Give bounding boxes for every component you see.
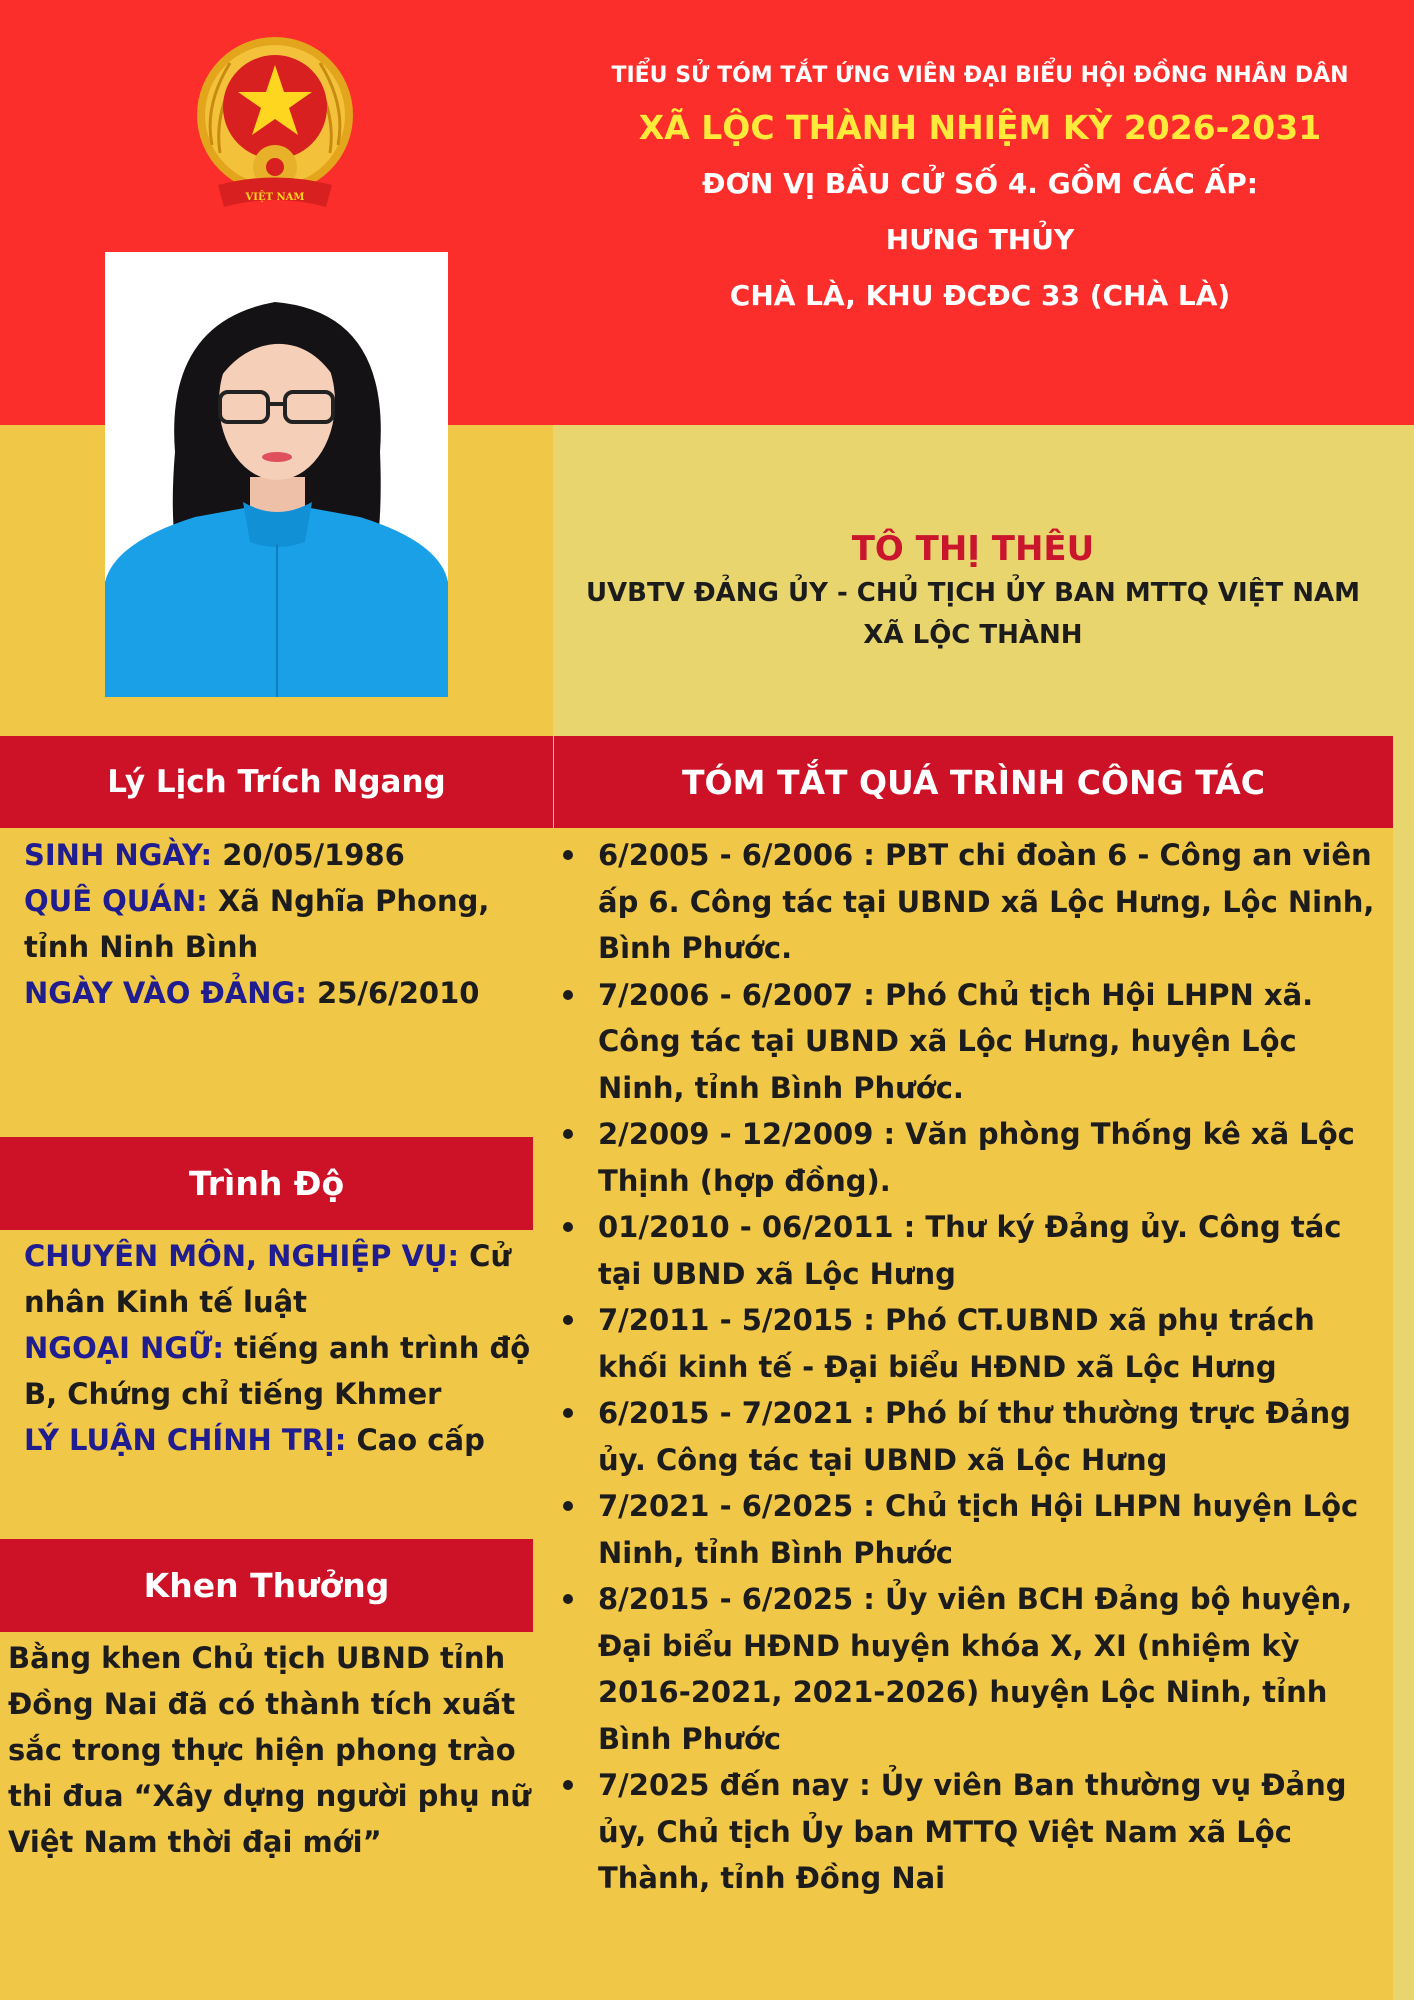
- bio-info: [8, 832, 538, 1016]
- right-edge-strip: [1393, 425, 1414, 2000]
- career-item: [560, 1483, 1390, 1576]
- header-title-line-2: XÃ LỘC THÀNH NHIỆM KỲ 2026-2031: [638, 108, 1322, 147]
- header-title-line-4: HƯNG THỦY: [885, 223, 1075, 256]
- career-item-text: 7/2006 - 6/2007 : Phó Chủ tịch Hội LHPN xã. Công tác tại UBND xã Lộc Hưng, huyện Lộc Ninh, tỉnh Bình Phước.: [598, 977, 1314, 1105]
- awards-heading: Khen Thưởng: [0, 1539, 533, 1632]
- career-item: [560, 972, 1390, 1112]
- emblem-ribbon-text: VIỆT NAM: [245, 192, 305, 203]
- header-title-line-5: CHÀ LÀ, KHU ĐCĐC 33 (CHÀ LÀ): [729, 279, 1231, 312]
- career-timeline: [560, 832, 1390, 1902]
- candidate-photo: [105, 252, 448, 697]
- bullet-icon: [563, 1501, 573, 1511]
- career-item: [560, 1576, 1390, 1762]
- party-label: NGÀY VÀO ĐẢNG:: [24, 976, 307, 1010]
- birth-value: 20/05/1986: [212, 838, 405, 872]
- career-item-text: 01/2010 - 06/2011 : Thư ký Đảng ủy. Công tác tại UBND xã Lộc Hưng: [598, 1210, 1342, 1291]
- candidate-name: TÔ THỊ THÊU: [851, 529, 1095, 569]
- header-title-block: [560, 52, 1400, 324]
- bullet-icon: [563, 1129, 573, 1139]
- birth-row: [8, 832, 538, 878]
- candidate-name-panel: [553, 425, 1393, 737]
- major-value: Cử nhân Kinh tế luật: [24, 1239, 512, 1319]
- career-heading: TÓM TẮT QUÁ TRÌNH CÔNG TÁC: [554, 736, 1393, 828]
- awards-text: Bằng khen Chủ tịch UBND tỉnh Đồng Nai đã có thành tích xuất sắc trong thực hiện phong trào thi đua “Xây dựng người phụ nữ Việt Nam thời đại mới”: [8, 1641, 532, 1859]
- career-item-text: 7/2011 - 5/2015 : Phó CT.UBND xã phụ trách khối kinh tế - Đại biểu HĐND xã Lộc Hưng: [598, 1303, 1315, 1384]
- career-item: [560, 1762, 1390, 1902]
- politics-value: Cao cấp: [346, 1423, 485, 1457]
- career-item: [560, 1204, 1390, 1297]
- career-item: [560, 1111, 1390, 1204]
- bullet-icon: [563, 1594, 573, 1604]
- language-value: tiếng anh trình độ B, Chứng chỉ tiếng Khmer: [24, 1331, 531, 1411]
- politics-row: [8, 1417, 538, 1463]
- bullet-icon: [563, 1408, 573, 1418]
- career-item-text: 2/2009 - 12/2009 : Văn phòng Thống kê xã Lộc Thịnh (hợp đồng).: [598, 1117, 1355, 1198]
- bullet-icon: [563, 1315, 573, 1325]
- candidate-portrait-icon: [105, 252, 448, 697]
- header-title-line-1: TIỂU SỬ TÓM TẮT ỨNG VIÊN ĐẠI BIỂU HỘI ĐỒNG NHÂN DÂN: [611, 63, 1349, 88]
- party-value: 25/6/2010: [306, 976, 480, 1010]
- career-item-text: 7/2021 - 6/2025 : Chủ tịch Hội LHPN huyện Lộc Ninh, tỉnh Bình Phước: [598, 1489, 1359, 1570]
- education-info: [8, 1233, 538, 1463]
- career-item-text: 6/2005 - 6/2006 : PBT chi đoàn 6 - Công an viên ấp 6. Công tác tại UBND xã Lộc Hưng, Lộc Ninh, Bình Phước.: [598, 838, 1375, 965]
- major-row: [8, 1233, 538, 1325]
- career-item: [560, 1390, 1390, 1483]
- career-item-text: 8/2015 - 6/2025 : Ủy viên BCH Đảng bộ huyện, Đại biểu HĐND huyện khóa X, XI (nhiệm kỳ 2016-2021, 2021-2026) huyện Lộc Ninh, tỉnh Bình Phước: [598, 1582, 1353, 1756]
- education-heading: Trình Độ: [0, 1137, 533, 1230]
- career-item-text: 6/2015 - 7/2021 : Phó bí thư thường trực Đảng ủy. Công tác tại UBND xã Lộc Hưng: [598, 1396, 1351, 1477]
- bullet-icon: [563, 850, 573, 860]
- major-label: CHUYÊN MÔN, NGHIỆP VỤ:: [24, 1239, 460, 1273]
- birth-label: SINH NGÀY:: [24, 838, 213, 872]
- hometown-value: Xã Nghĩa Phong, tỉnh Ninh Bình: [24, 884, 490, 964]
- bullet-icon: [563, 1780, 573, 1790]
- language-row: [8, 1325, 538, 1417]
- career-item: [560, 1297, 1390, 1390]
- bullet-icon: [563, 1222, 573, 1232]
- hometown-row: [8, 878, 538, 970]
- politics-label: LÝ LUẬN CHÍNH TRỊ:: [24, 1423, 347, 1457]
- language-label: NGOẠI NGỮ:: [24, 1331, 224, 1365]
- national-emblem-icon: [190, 35, 360, 215]
- header-title-line-3: ĐƠN VỊ BẦU CỬ SỐ 4. GỒM CÁC ẤP:: [701, 167, 1258, 200]
- party-row: [8, 970, 538, 1016]
- career-item: [560, 832, 1390, 972]
- bio-heading: Lý Lịch Trích Ngang: [0, 736, 553, 828]
- candidate-position-line-1: UVBTV ĐẢNG ỦY - CHỦ TỊCH ỦY BAN MTTQ VIỆT NAM: [585, 578, 1361, 608]
- hometown-label: QUÊ QUÁN:: [24, 884, 208, 918]
- career-item-text: 7/2025 đến nay : Ủy viên Ban thường vụ Đảng ủy, Chủ tịch Ủy ban MTTQ Việt Nam xã Lộc Thành, tỉnh Đồng Nai: [598, 1768, 1347, 1895]
- candidate-position-line-2: XÃ LỘC THÀNH: [863, 620, 1083, 650]
- bullet-icon: [563, 990, 573, 1000]
